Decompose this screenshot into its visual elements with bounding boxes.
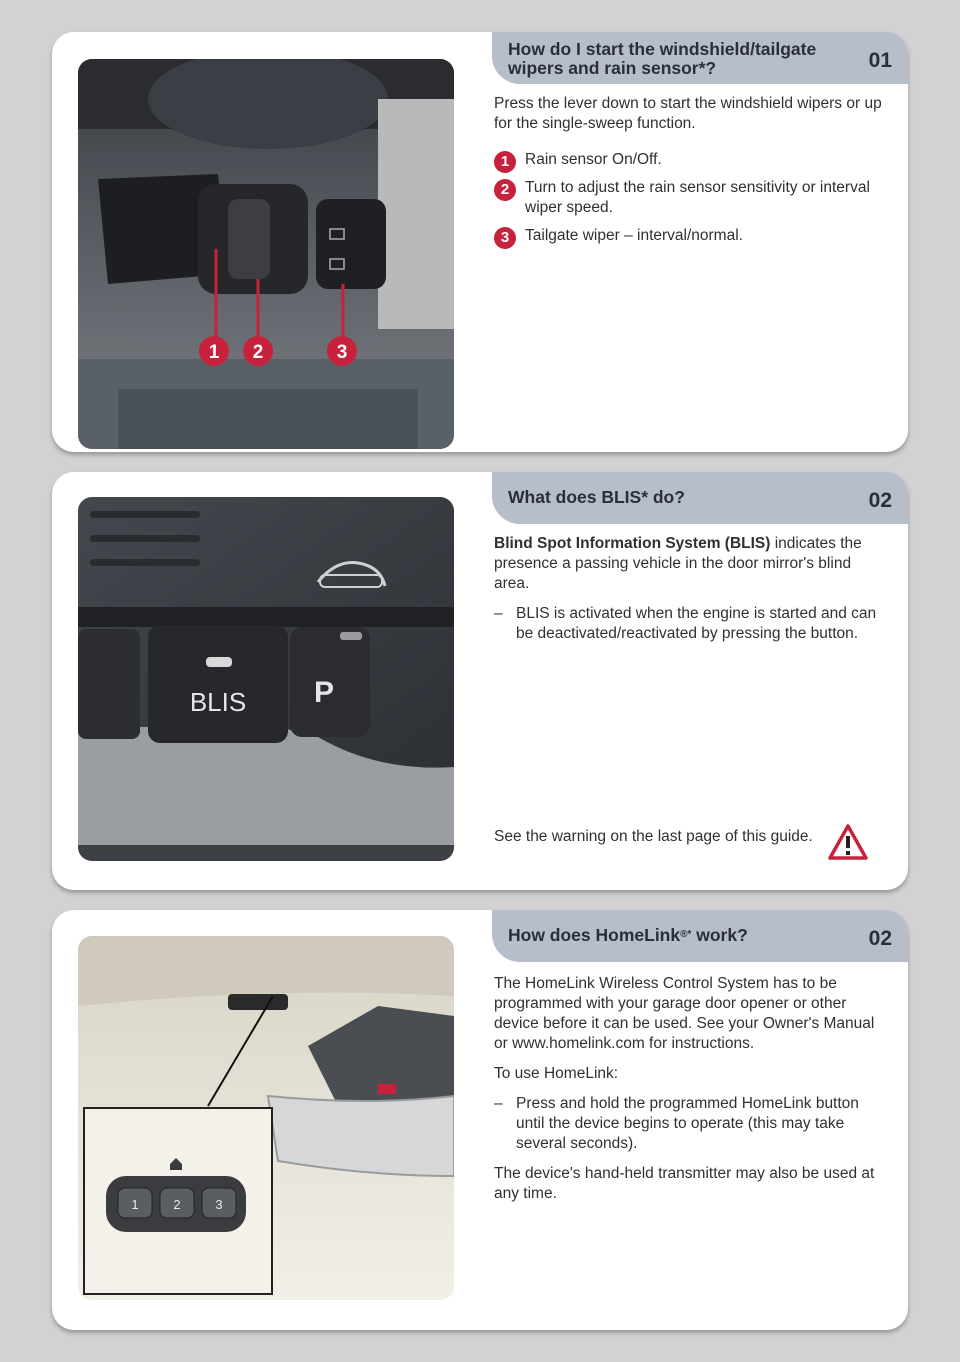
section-body — [494, 534, 886, 654]
section-number: 02 — [868, 489, 892, 512]
title-post: work? — [691, 925, 748, 945]
intro-text — [494, 534, 886, 594]
title-sup: ®* — [680, 929, 692, 940]
wipers-card — [52, 32, 908, 452]
callout-3: 3 — [336, 342, 348, 363]
intro-text: Press the lever down to start the windshield wipers or up for the single-sweep function. — [494, 95, 882, 132]
bullet-item — [494, 604, 886, 644]
section-header — [492, 32, 908, 84]
bullet-item — [494, 1094, 886, 1154]
intro-rest: indicates the presence a passing vehicle in the door mirror's blind area. — [494, 535, 862, 592]
warning-note: See the warning on the last page of this guide. — [494, 828, 813, 845]
homelink-button-1: 1 — [131, 1197, 139, 1212]
homelink-card — [52, 910, 908, 1330]
number-badge: 2 — [494, 179, 516, 201]
section-title: What does BLIS* do? — [508, 487, 685, 507]
section-title — [508, 926, 838, 945]
number-badge: 3 — [494, 227, 516, 249]
bullet-text: BLIS is activated when the engine is started and can be deactivated/reactivated by pressing the button. — [516, 605, 877, 642]
section-body — [494, 974, 886, 1214]
dash-mark: – — [494, 1095, 503, 1112]
paragraph-3: The device's hand-held transmitter may also be used at any time. — [494, 1165, 875, 1202]
callout-2: 2 — [252, 342, 264, 363]
blis-button-photo — [78, 497, 454, 861]
number-badge: 1 — [494, 151, 516, 173]
blis-button-label: BLIS — [189, 687, 247, 717]
intro-bold: Blind Spot Information System (BLIS) — [494, 535, 771, 552]
dash-mark: – — [494, 605, 503, 622]
list-item — [494, 150, 886, 170]
wiper-lever-photo — [78, 59, 454, 449]
svg-text:P: P — [313, 676, 335, 709]
homelink-photo — [78, 936, 454, 1300]
homelink-button-3: 3 — [215, 1197, 223, 1212]
item-text: Rain sensor On/Off. — [525, 151, 662, 168]
homelink-button-2: 2 — [173, 1197, 181, 1212]
item-text: Tailgate wiper – interval/normal. — [525, 227, 743, 244]
section-header — [492, 472, 908, 524]
callout-1: 1 — [208, 342, 220, 363]
section-number: 01 — [868, 49, 892, 72]
list-item — [494, 226, 886, 246]
section-body — [494, 94, 886, 254]
section-number: 02 — [868, 927, 892, 950]
item-text: Turn to adjust the rain sensor sensitivity or interval wiper speed. — [525, 179, 870, 216]
paragraph-1: The HomeLink Wireless Control System has to be programmed with your garage door opener or other device before it can be used. See your Owner's Manual or www.homelink.com for instructions. — [494, 975, 875, 1052]
paragraph-2: To use HomeLink: — [494, 1065, 619, 1082]
bullet-text: Press and hold the programmed HomeLink button until the device begins to operate (this may take several seconds). — [516, 1095, 859, 1152]
title-pre: How does HomeLink — [508, 925, 681, 945]
list-item — [494, 178, 886, 218]
section-title: How do I start the windshield/tailgate wipers and rain sensor*? — [508, 39, 817, 78]
blis-card — [52, 472, 908, 890]
warning-icon — [828, 824, 868, 860]
section-header — [492, 910, 908, 962]
